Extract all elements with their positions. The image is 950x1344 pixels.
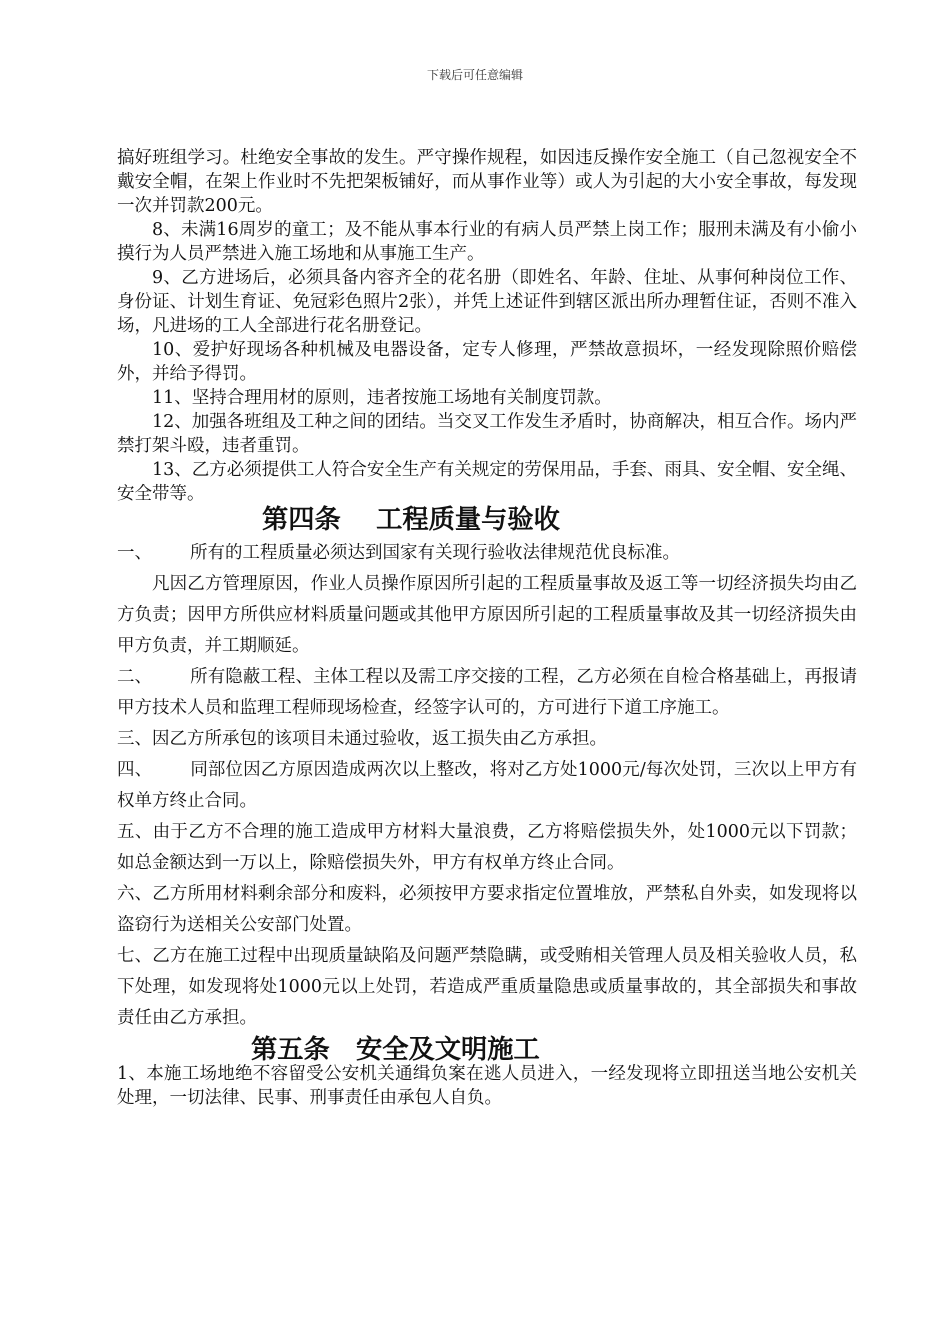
clause-9: 9、乙方进场后，必须具备内容齐全的花名册（即姓名、年龄、住址、从事何种岗位工作、身份证、计划生育证、免冠彩色照片2张），并凭上述证件到辖区派出所办理暂住证，否则不准入场，凡进场的工人全部进行花名册登记。 [117, 268, 857, 336]
safety-item-1: 1、本施工场地绝不容留受公安机关通缉负案在逃人员进入，一经发现将立即扭送当地公安机关处理，一切法律、民事、刑事责任由承包人自负。 [117, 1064, 857, 1108]
item-text: 同部位因乙方原因造成两次以上整改，将对乙方处1000元/每次处罚，三次以上甲方有权单方终止合同。 [117, 760, 858, 811]
clause-11: 11、坚持合理用材的原则，违者按施工场地有关制度罚款。 [152, 388, 612, 408]
item-text: 所有的工程质量必须达到国家有关现行验收法律规范优良标准。 [190, 543, 680, 563]
item-number: 四、 [117, 760, 153, 780]
paragraph-continued: 搞好班组学习。杜绝安全事故的发生。严守操作规程，如因违反操作安全施工（自己忽视安全不戴安全帽，在架上作业时不先把架板铺好，而从事作业等）或人为引起的大小安全事故，每发现一次并罚款200元。 [117, 148, 857, 216]
quality-item-1 [117, 538, 857, 569]
quality-item-7: 七、乙方在施工过程中出现质量缺陷及问题严禁隐瞒，或受贿相关管理人员及相关验收人员，私下处理，如发现将处1000元以上处罚，若造成严重质量隐患或质量事故的，其全部损失和事故责任由乙方承担。 [117, 946, 857, 1028]
quality-item-3: 三、因乙方所承包的该项目未通过验收，返工损失由乙方承担。 [117, 729, 607, 749]
item-number: 一、 [117, 543, 152, 563]
section-5-heading: 第五条 安全及文明施工 [251, 1035, 540, 1065]
section-4-heading: 第四条 工程质量与验收 [262, 505, 560, 535]
quality-item-5: 五、由于乙方不合理的施工造成甲方材料大量浪费，乙方将赔偿损失外，处1000元以下罚款；如总金额达到一万以上，除赔偿损失外，甲方有权单方终止合同。 [117, 822, 857, 873]
clause-10: 10、爱护好现场各种机械及电器设备，定专人修理，严禁故意损坏，一经发现除照价赔偿外，并给予得罚。 [117, 340, 857, 384]
clause-13: 13、乙方必须提供工人符合安全生产有关规定的劳保用品，手套、雨具、安全帽、安全绳、安全带等。 [117, 460, 857, 504]
page-header: 下载后可任意编辑 [426, 68, 523, 82]
quality-item-6: 六、乙方所用材料剩余部分和废料，必须按甲方要求指定位置堆放，严禁私自外卖，如发现将以盗窃行为送相关公安部门处置。 [117, 884, 857, 935]
clause-8: 8、未满16周岁的童工；及不能从事本行业的有病人员严禁上岗工作；服刑未满及有小偷小摸行为人员严禁进入施工场地和从事施工生产。 [117, 220, 857, 264]
item-number: 二、 [117, 667, 153, 687]
document-body [117, 146, 857, 1110]
clause-12: 12、加强各班组及工种之间的团结。当交叉工作发生矛盾时，协商解决，相互合作。场内严禁打架斗殴，违者重罚。 [117, 412, 857, 456]
quality-item-4 [117, 755, 857, 817]
quality-item-2 [117, 662, 857, 724]
item-text: 所有隐蔽工程、主体工程以及需工序交接的工程，乙方必须在自检合格基础上，再报请甲方技术人员和监理工程师现场检查，经签字认可的，方可进行下道工序施工。 [117, 667, 858, 718]
quality-item-1-paragraph: 凡因乙方管理原因，作业人员操作原因所引起的工程质量事故及返工等一切经济损失均由乙方负责；因甲方所供应材料质量问题或其他甲方原因所引起的工程质量事故及其一切经济损失由甲方负责，并工期顺延。 [117, 574, 857, 656]
